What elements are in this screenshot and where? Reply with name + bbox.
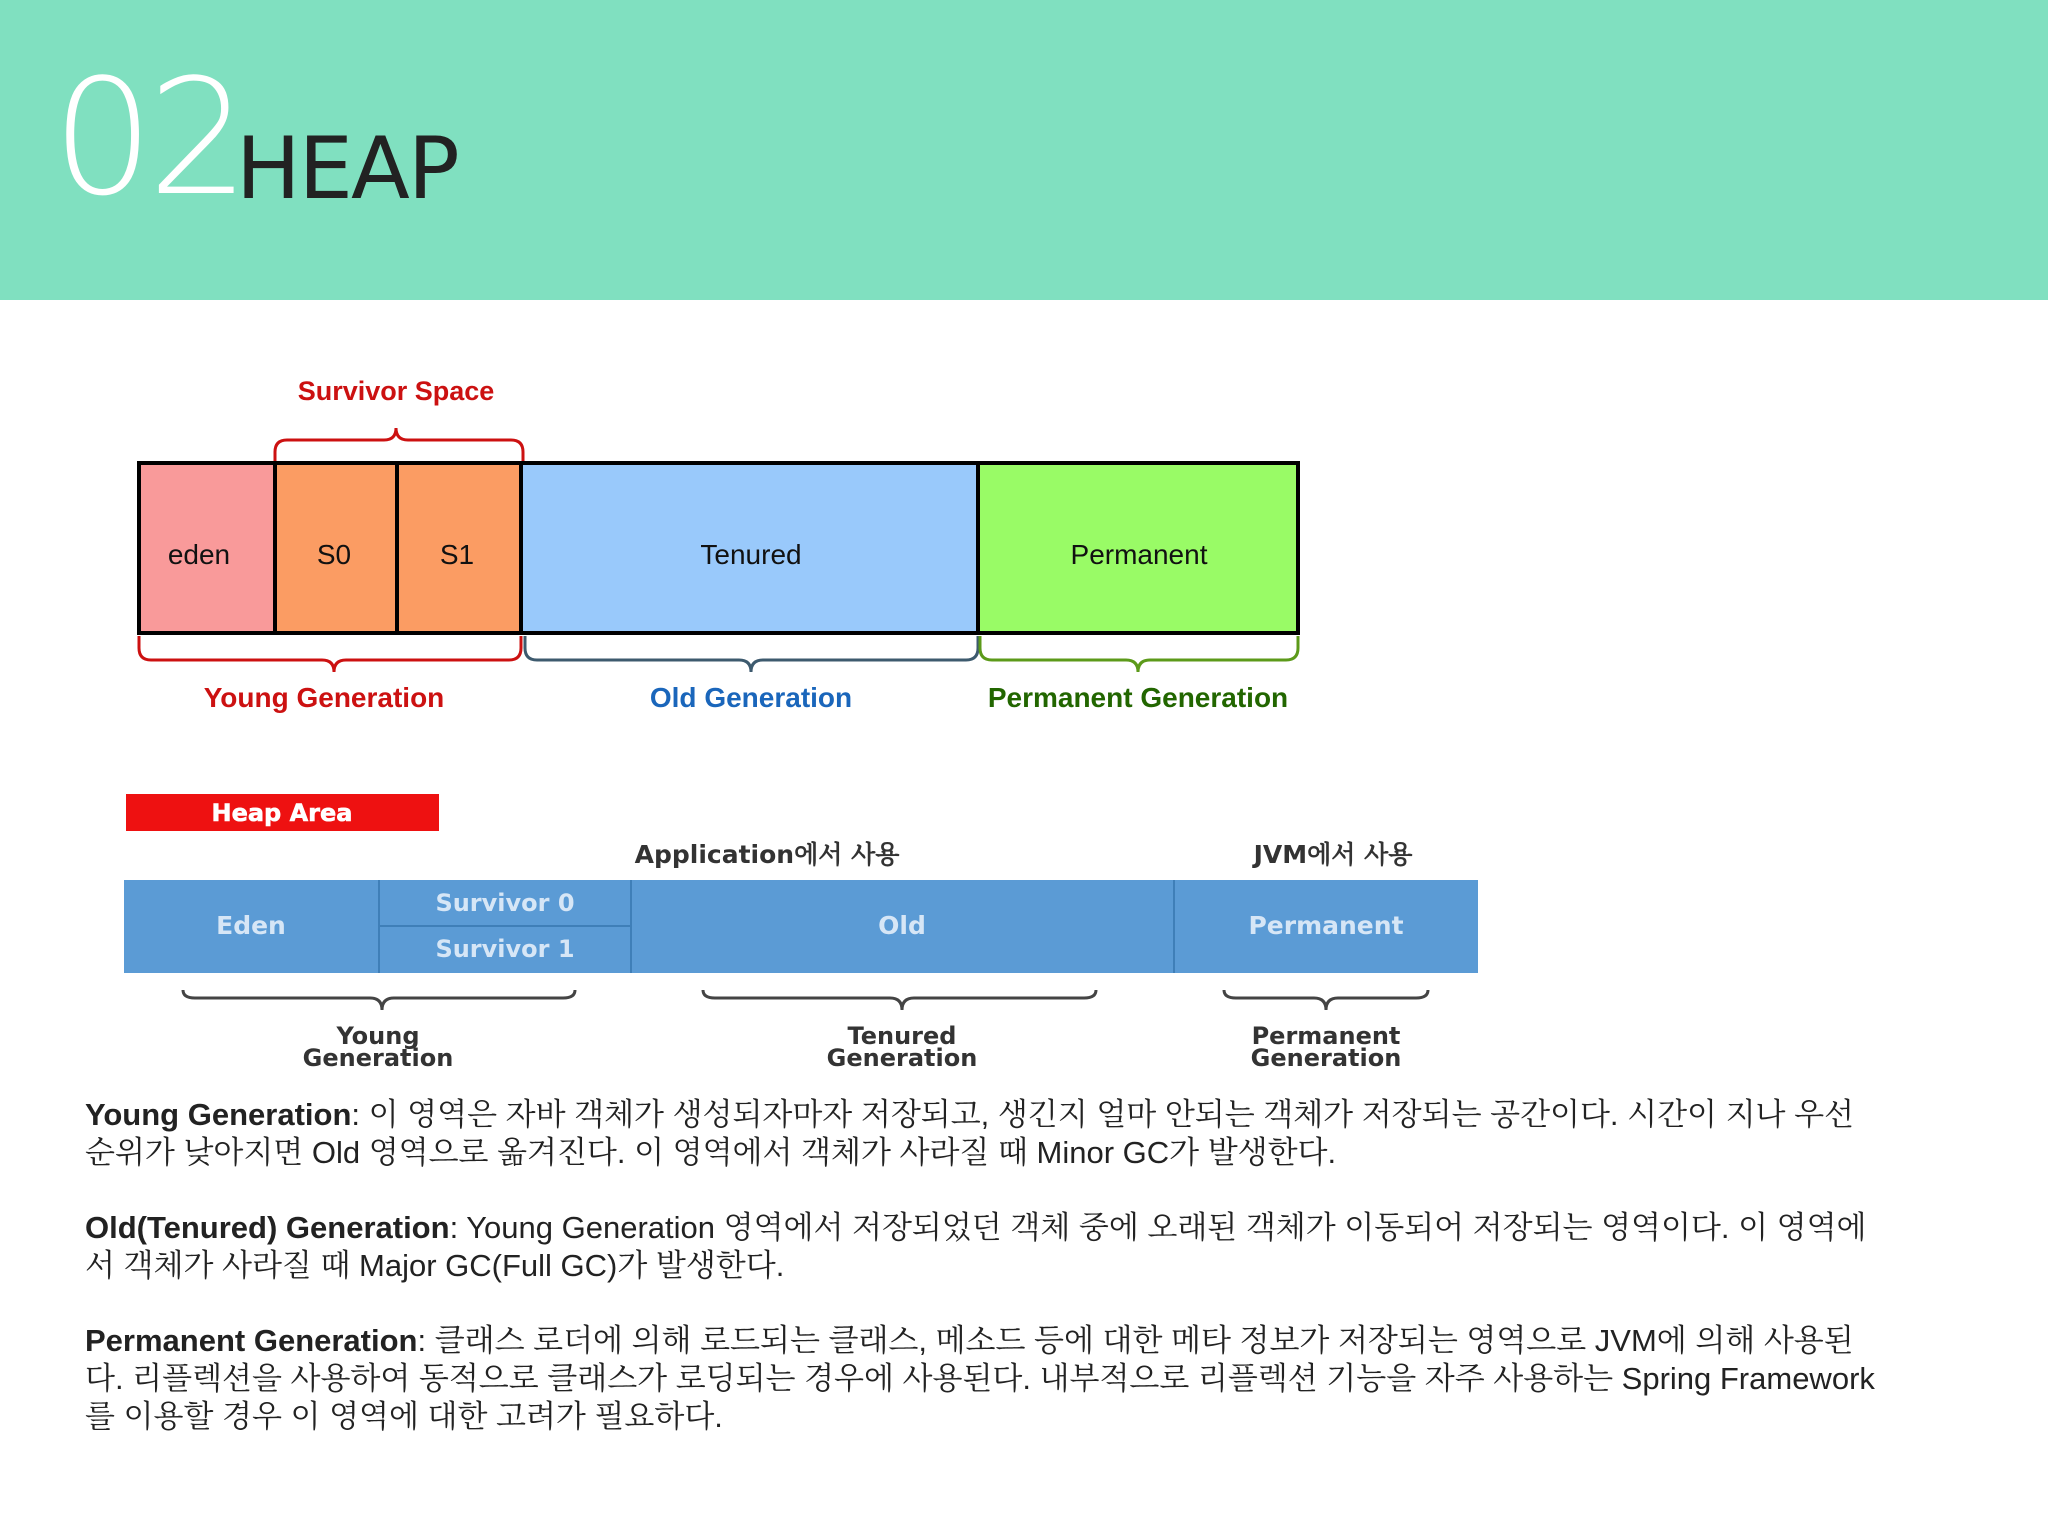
eden-block-label: Eden — [216, 911, 286, 940]
permanent-generation-description — [85, 1322, 1875, 1436]
tenured-label: Tenured — [700, 539, 802, 570]
heap-area-diagram — [124, 794, 1478, 1072]
permanent-generation-line1: Permanent — [1251, 1022, 1401, 1050]
survivor-space-label: Survivor Space — [297, 376, 495, 406]
section-number: 02 — [52, 44, 244, 231]
section-title: HEAP — [236, 119, 458, 219]
heap-structure-diagram — [139, 376, 1298, 713]
survivor0-block-label: Survivor 0 — [435, 889, 575, 917]
old-generation-label: Old Generation — [649, 682, 853, 713]
description-term: Old(Tenured) Generation — [85, 1210, 450, 1245]
tenured-generation-line2: Generation — [826, 1044, 978, 1072]
permanent-generation-line2: Generation — [1250, 1044, 1402, 1072]
permanent-brace — [1224, 990, 1428, 1010]
description-text: : 이 영역은 자바 객체가 생성되자마자 저장되고, 생긴지 얼마 안되는 객체가 저장되는 공간이다. 시간이 지나 우선순위가 낮아지면 Old 영역으로 옮겨진다. 이 영역에서 객체가 사라질 때 Minor GC가 발생한다. — [85, 1097, 1854, 1170]
description-text: : Young Generation 영역에서 저장되었던 객체 중에 오래된 객체가 이동되어 저장되는 영역이다. 이 영역에서 객체가 사라질 때 Major GC(Full GC)가 발생한다. — [85, 1210, 1867, 1283]
young-brace — [183, 990, 575, 1010]
old-brace — [525, 636, 978, 672]
heap-area-badge-label: Heap Area — [211, 799, 353, 827]
s0-label: S0 — [316, 539, 352, 570]
old-generation-description — [85, 1209, 1875, 1285]
description-list — [85, 1096, 1875, 1473]
eden-label: eden — [167, 539, 231, 570]
jvm-usage-label: JVM에서 사용 — [1253, 840, 1413, 869]
s1-label: S1 — [439, 539, 475, 570]
young-generation-line1: Young — [336, 1022, 420, 1050]
survivor-brace — [275, 428, 523, 462]
permanent-label: Permanent — [1070, 539, 1208, 570]
young-generation-line2: Generation — [302, 1044, 454, 1072]
description-term: Young Generation — [85, 1097, 352, 1132]
young-generation-description — [85, 1096, 1875, 1172]
application-usage-label: Application에서 사용 — [634, 840, 900, 869]
permanent-brace — [980, 636, 1298, 672]
young-brace — [139, 636, 521, 672]
young-generation-label: Young Generation — [203, 682, 445, 713]
description-term: Permanent Generation — [85, 1323, 418, 1358]
permanent-block-label: Permanent — [1248, 911, 1404, 940]
old-block-label: Old — [878, 911, 926, 940]
survivor1-block-label: Survivor 1 — [435, 935, 575, 963]
tenured-brace — [703, 990, 1096, 1010]
permanent-generation-label: Permanent Generation — [987, 682, 1289, 713]
description-text: : 클래스 로더에 의해 로드되는 클래스, 메소드 등에 대한 메타 정보가 저장되는 영역으로 JVM에 의해 사용된다. 리플렉션을 사용하여 동적으로 클래스가 로딩되는 경우에 사용된다. 내부적으로 리플렉션 기능을 자주 사용하는 Spring Framework를 이용할 경우 이 영역에 대한 고려가 필요하다. — [85, 1323, 1875, 1434]
tenured-generation-line1: Tenured — [847, 1022, 957, 1050]
